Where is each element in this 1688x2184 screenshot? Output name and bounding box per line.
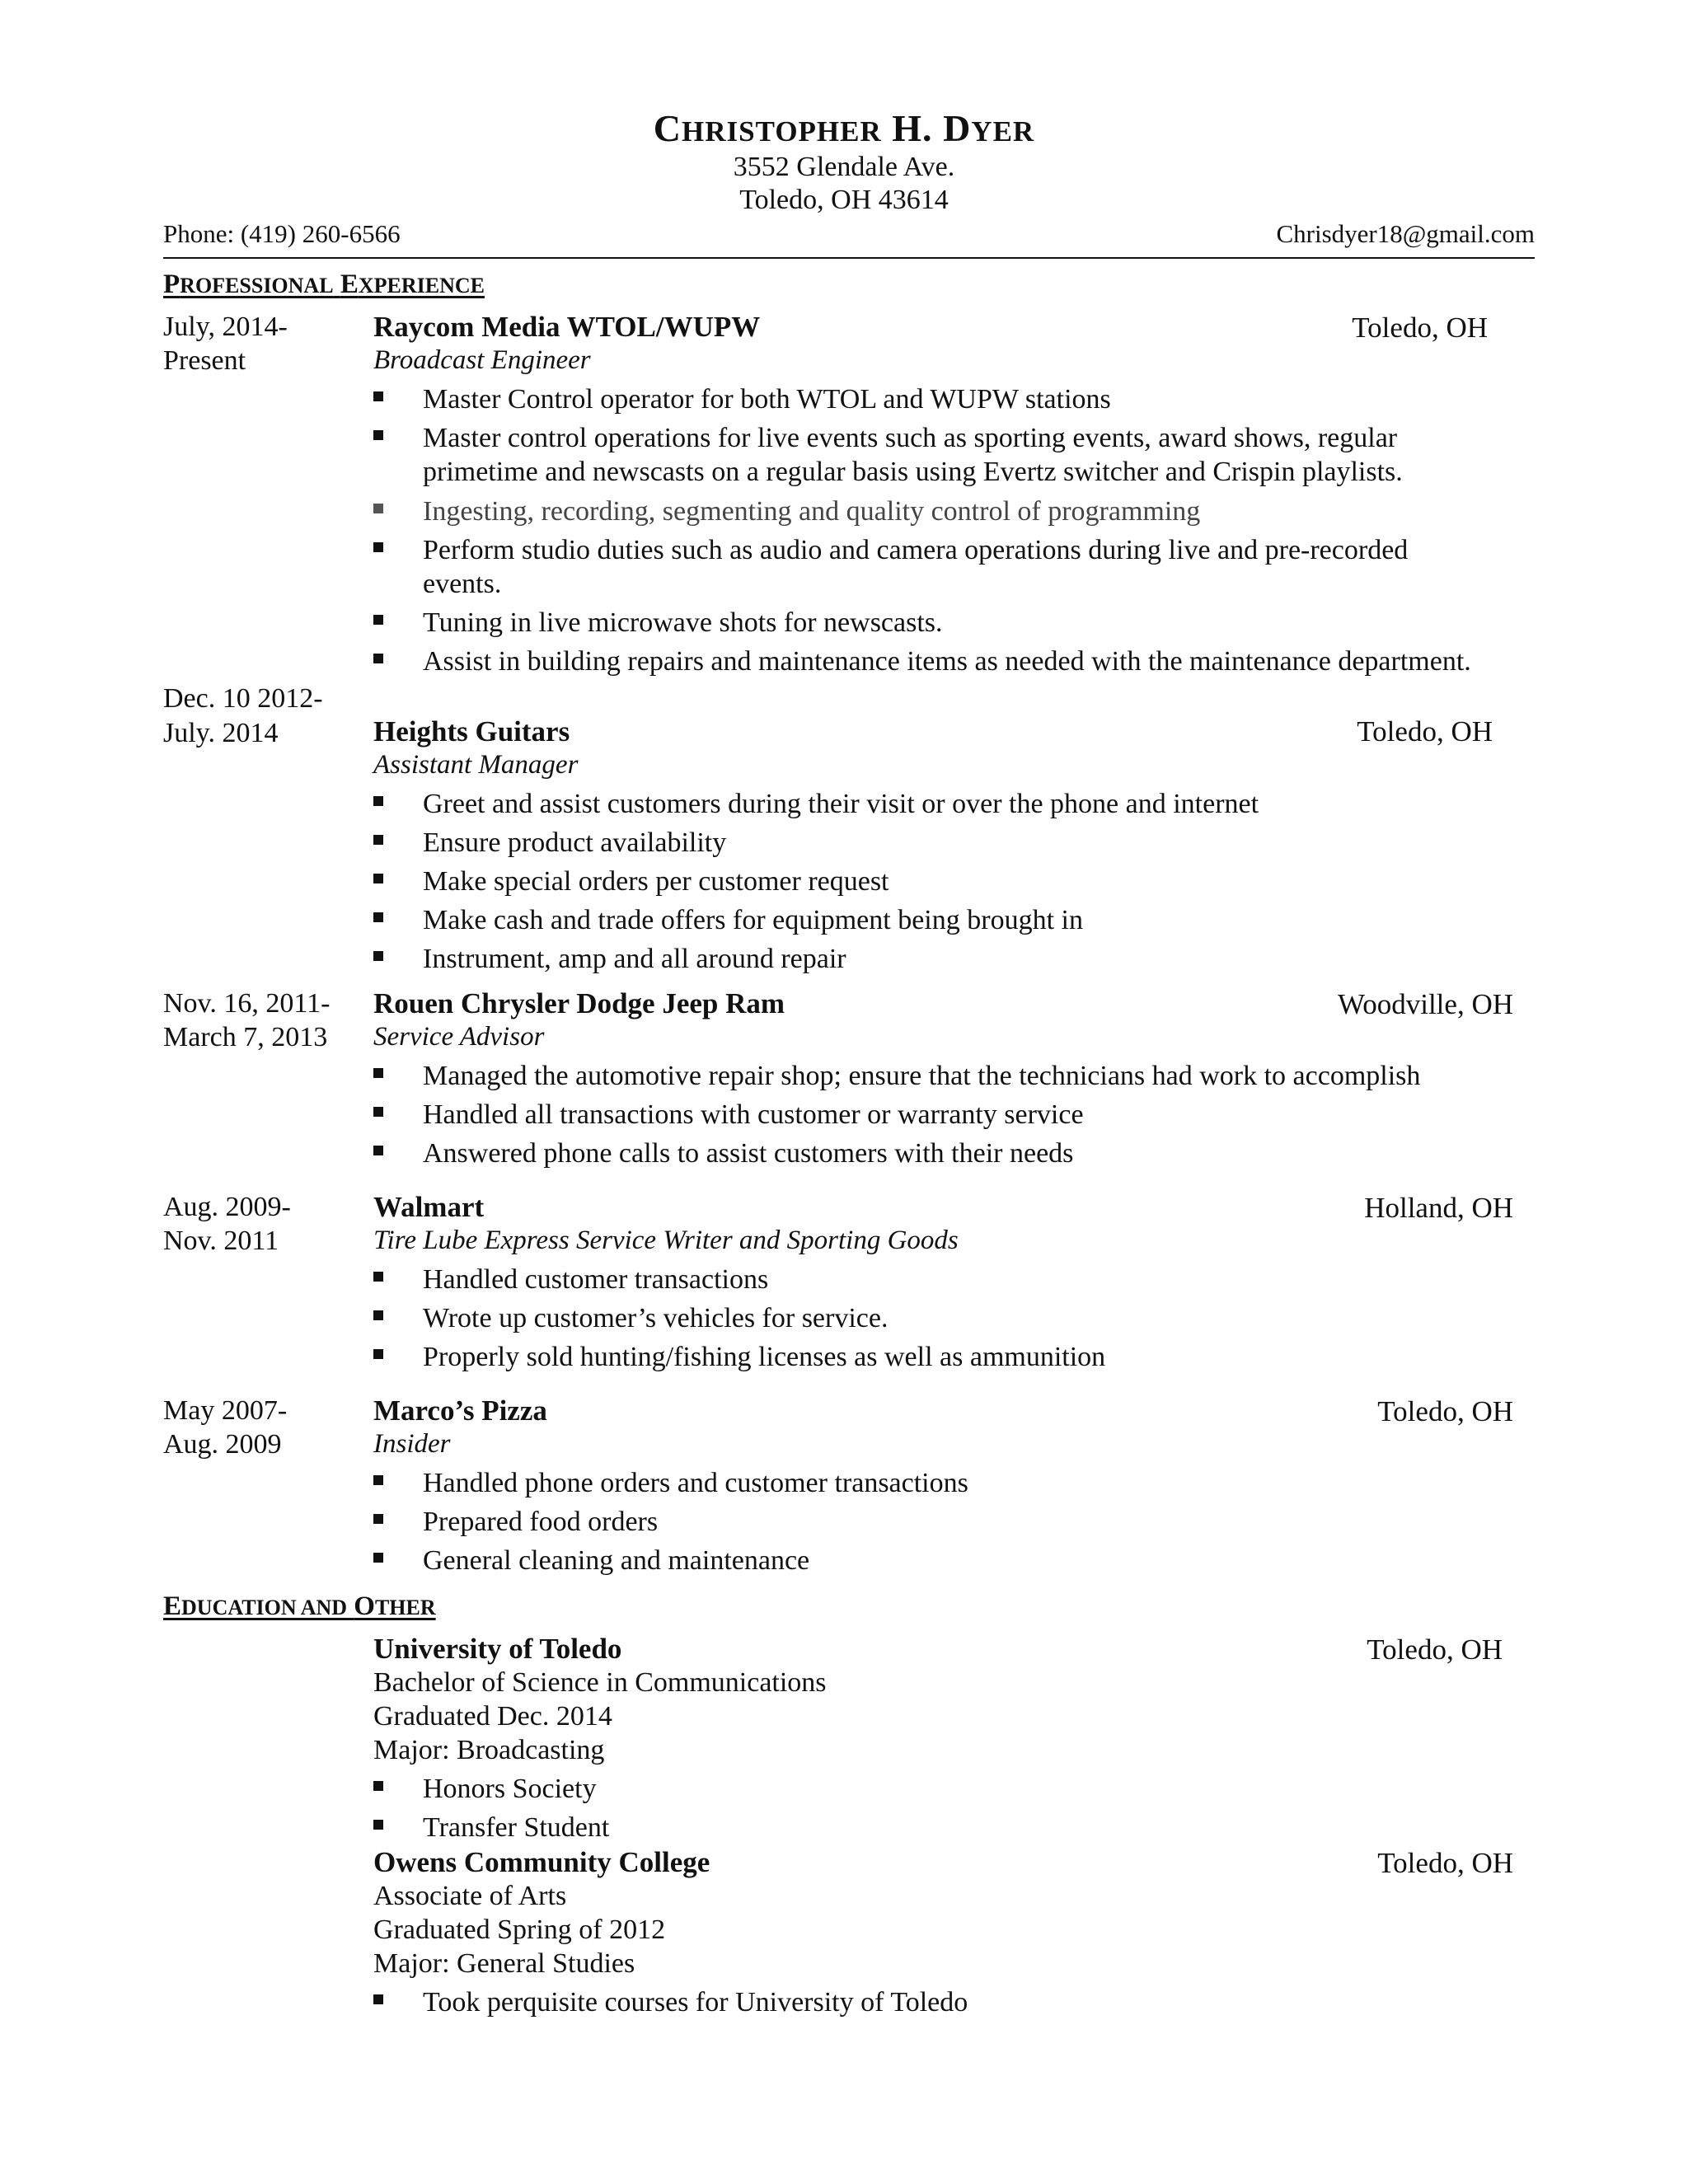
job-bullet: Ensure product availability [423, 827, 727, 858]
job-location: Holland, OH [1364, 1192, 1513, 1224]
job-bullet: Handled phone orders and customer transactions [423, 1468, 968, 1498]
job-employer: Raycom Media WTOL/WUPW [373, 311, 761, 343]
job-bullet: Instrument, amp and all around repair [423, 944, 846, 974]
job-bullet: Master Control operator for both WTOL and WUPW stations [423, 384, 1111, 415]
bullet-icon [373, 615, 383, 625]
school-major: Major: Broadcasting [373, 1735, 605, 1765]
job-bullet: Ingesting, recording, segmenting and quality control of programming [423, 496, 1201, 527]
job-bullet: Master control operations for live events such as sporting events, award shows, regular [423, 423, 1398, 453]
bullet-icon [373, 1553, 383, 1563]
bullet-icon [373, 835, 383, 845]
job-bullet: Prepared food orders [423, 1507, 659, 1537]
job-bullet: Make cash and trade offers for equipment being brought in [423, 905, 1083, 935]
job-date-end: Aug. 2009 [163, 1429, 282, 1460]
job-bullet: Managed the automotive repair shop; ensure that the technicians had work to accomplish [423, 1061, 1421, 1091]
name-last-rest: YER [971, 115, 1035, 148]
job-bullet: Answered phone calls to assist customers with their needs [423, 1138, 1074, 1169]
school-location: Toledo, OH [1367, 1633, 1503, 1666]
phone: Phone: (419) 260-6566 [163, 219, 401, 248]
school-graduation: Graduated Spring of 2012 [373, 1915, 666, 1945]
job-bullet: Handled customer transactions [423, 1264, 769, 1295]
bullet-icon [373, 1820, 383, 1830]
bullet-icon [373, 430, 383, 440]
name-first-rest: HRISTOPHER [682, 115, 882, 148]
bullet-icon [373, 1349, 383, 1359]
school-major: Major: General Studies [373, 1948, 635, 1979]
job-bullet: Handled all transactions with customer or warranty service [423, 1099, 1084, 1130]
job-date-end: July. 2014 [163, 718, 279, 748]
bullet-icon [373, 1514, 383, 1524]
job-bullet: Perform studio duties such as audio and camera operations during live and pre-recorded [423, 535, 1409, 565]
job-bullet: Properly sold hunting/fishing licenses as well as ammunition [423, 1342, 1106, 1372]
job-employer: Marco’s Pizza [373, 1394, 547, 1427]
job-location: Toledo, OH [1357, 715, 1493, 748]
school-location: Toledo, OH [1377, 1847, 1513, 1879]
job-bullet: Assist in building repairs and maintenance items as needed with the maintenance department. [423, 646, 1471, 677]
job-bullet: General cleaning and maintenance [423, 1545, 810, 1576]
school-bullet: Transfer Student [423, 1812, 610, 1843]
section-heading-education: EDUCATION AND OTHER [163, 1591, 436, 1621]
job-title: Tire Lube Express Service Writer and Sporting Goods [373, 1226, 959, 1255]
bullet-icon [373, 654, 383, 663]
job-date-end: Nov. 2011 [163, 1226, 279, 1256]
job-date-start: Dec. 10 2012- [163, 683, 323, 714]
job-date-start: Nov. 16, 2011- [163, 988, 331, 1019]
job-date-end: March 7, 2013 [163, 1022, 328, 1052]
job-location: Toledo, OH [1352, 312, 1488, 344]
bullet-icon [373, 1310, 383, 1320]
job-title: Broadcast Engineer [373, 345, 591, 375]
job-bullet-continued: primetime and newscasts on a regular basis using Evertz switcher and Crispin playlists. [423, 457, 1403, 487]
school-name: University of Toledo [373, 1633, 622, 1665]
bullet-icon [373, 1107, 383, 1117]
bullet-icon [373, 1068, 383, 1078]
name-last-initial: D [943, 107, 972, 149]
bullet-icon [373, 542, 383, 552]
job-bullet: Greet and assist customers during their visit or over the phone and internet [423, 789, 1259, 819]
bullet-icon [373, 504, 383, 513]
bullet-icon [373, 912, 383, 922]
bullet-icon [373, 1146, 383, 1155]
job-title: Service Advisor [373, 1022, 545, 1052]
job-location: Woodville, OH [1338, 988, 1513, 1020]
job-title: Assistant Manager [373, 750, 579, 780]
bullet-icon [373, 1272, 383, 1282]
job-employer: Rouen Chrysler Dodge Jeep Ram [373, 987, 785, 1019]
bullet-icon [373, 1781, 383, 1791]
header-divider [163, 257, 1535, 259]
job-title: Insider [373, 1429, 451, 1459]
address-line1: 3552 Glendale Ave. [733, 152, 955, 182]
bullet-icon [373, 796, 383, 806]
school-degree: Bachelor of Science in Communications [373, 1667, 827, 1698]
job-date-start: July, 2014- [163, 312, 288, 342]
school-graduation: Graduated Dec. 2014 [373, 1701, 612, 1732]
job-date-start: Aug. 2009- [163, 1192, 291, 1222]
job-employer: Walmart [373, 1191, 485, 1223]
job-employer: Heights Guitars [373, 715, 570, 748]
bullet-icon [373, 951, 383, 961]
name-middle: H. [892, 107, 933, 149]
email: Chrisdyer18@gmail.com [1276, 219, 1535, 248]
bullet-icon [373, 1994, 383, 2004]
bullet-icon [373, 1475, 383, 1485]
school-bullet: Took perquisite courses for University of Toledo [423, 1987, 968, 2018]
job-location: Toledo, OH [1377, 1395, 1513, 1427]
address-line2: Toledo, OH 43614 [739, 185, 949, 215]
job-date-end: Present [163, 345, 246, 376]
school-degree: Associate of Arts [373, 1881, 567, 1911]
resume-name [0, 107, 1688, 149]
section-heading-experience: PROFESSIONAL EXPERIENCE [163, 269, 485, 299]
bullet-icon [373, 391, 383, 401]
job-date-start: May 2007- [163, 1395, 288, 1426]
name-first-initial: C [653, 107, 682, 149]
job-bullet: Wrote up customer’s vehicles for service. [423, 1303, 889, 1333]
school-name: Owens Community College [373, 1846, 710, 1878]
job-bullet: Tuning in live microwave shots for newscasts. [423, 607, 943, 638]
job-bullet: Make special orders per customer request [423, 866, 889, 897]
job-bullet-continued: events. [423, 569, 502, 599]
school-bullet: Honors Society [423, 1774, 597, 1804]
bullet-icon [373, 874, 383, 883]
